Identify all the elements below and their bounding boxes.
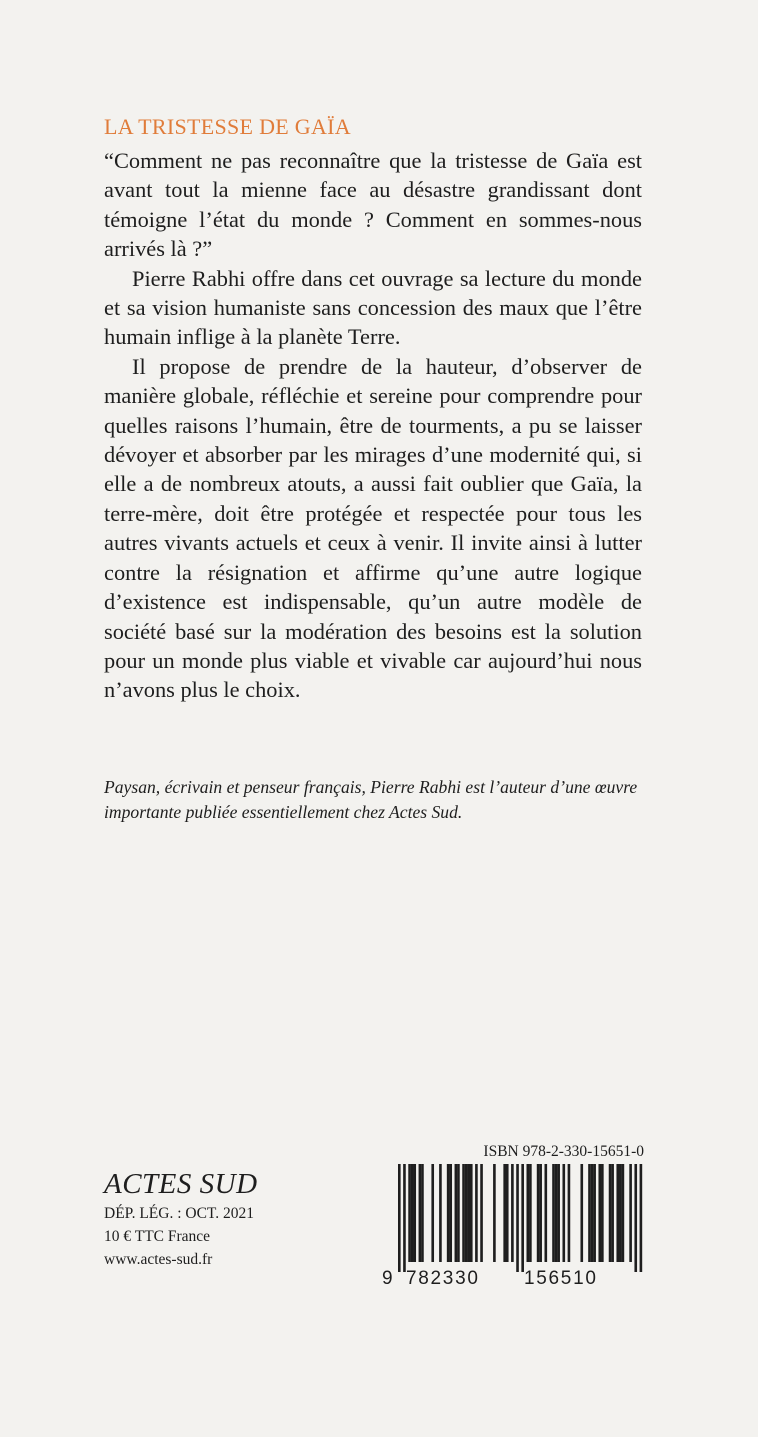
barcode-bar [591,1164,594,1262]
barcode-digits-right: 156510 [524,1268,598,1289]
barcode-bar [619,1164,622,1262]
barcode-guard-bar [640,1164,643,1272]
barcode-bar [609,1164,612,1262]
barcode-digits-left: 782330 [406,1268,480,1289]
barcode-bar [419,1164,422,1262]
barcode-icon [380,1164,646,1272]
price: 10 € TTC France [104,1228,211,1245]
barcode-bar [447,1164,450,1262]
barcode-bar [616,1164,619,1262]
blurb-paragraph: Pierre Rabhi offre dans cet ouvrage sa lecture du monde et sa vision humaniste sans concession des maux que l’être humain inflige à la planète Terre. [104,265,642,350]
barcode-bar [503,1164,506,1262]
barcode-bar [475,1164,478,1262]
blurb-paragraph: Il propose de prendre de la hauteur, d’observer de manière globale, réfléchie et sereine pour comprendre pour quelles raisons l’humain, être de tourments, a pu se laisser dévoyer et absorber par les mirages d’une modernité qui, si elle a de nombreux atouts, a aussi fait oublier que Gaïa, la terre-mère, doit être protégée et respectée pour tous les autres vivants actuels et ceux à venir. Il invite ainsi à lutter contre la résignation et affirme qu’une autre logique d’existence est indispensable, qu’un autre modèle de société basé sur la modération des besoins est la solution pour un monde plus viable et vivable car aujourd’hui nous n’avons plus le choix. [104,353,642,703]
blurb [104,146,642,705]
legal-deposit: DÉP. LÉG. : OCT. 2021 [104,1205,254,1222]
barcode-bar [557,1164,560,1262]
isbn-label: ISBN 978-2-330-15651-0 [483,1143,644,1160]
barcode-bar [562,1164,565,1262]
barcode-bar [462,1164,465,1262]
publisher-name: ACTES SUD [104,1168,258,1200]
barcode-bar [527,1164,530,1262]
barcode-bar [449,1164,452,1262]
barcode-bar [568,1164,571,1262]
barcode-bar [598,1164,601,1262]
barcode-bar [544,1164,547,1262]
barcode-bar [431,1164,434,1262]
barcode-bar [408,1164,411,1262]
barcode-guard-bar [516,1164,519,1272]
barcode-bar [580,1164,583,1262]
publisher-block [104,1166,364,1271]
barcode-bar [588,1164,591,1262]
barcode-guard-bar [403,1164,406,1272]
barcode-bar [465,1164,468,1262]
barcode-bar [601,1164,604,1262]
publisher-website[interactable]: www.actes-sud.fr [104,1251,213,1268]
barcode-digits [380,1266,646,1292]
barcode-bar [529,1164,532,1262]
barcode-bar [593,1164,596,1262]
barcode-bar [480,1164,483,1262]
barcode-guard-bar [398,1164,401,1272]
barcode-bar [506,1164,509,1262]
barcode-bar [552,1164,555,1262]
barcode-bar [457,1164,460,1262]
barcode-bar [421,1164,424,1262]
barcode-bar [622,1164,625,1262]
book-title: LA TRISTESSE DE GAÏA [104,114,351,139]
barcode-bar [411,1164,414,1262]
barcode-bar [467,1164,470,1262]
blurb-quote: “Comment ne pas reconnaître que la tristesse de Gaïa est avant tout la mienne face au désastre grandissant dont témoigne l’état du monde ? Comment en sommes-nous arrivés là ?” [104,148,642,262]
barcode-bar [439,1164,442,1262]
barcode-bar [511,1164,514,1262]
barcode-bar [493,1164,496,1262]
barcode-bar [539,1164,542,1262]
barcode-bar [413,1164,416,1262]
barcode-bar [537,1164,540,1262]
barcode-bar [611,1164,614,1262]
barcode-guard-bar [634,1164,637,1272]
author-bio: Paysan, écrivain et penseur français, Pierre Rabhi est l’auteur d’une œuvre importante publiée essentiellement chez Actes Sud. [104,777,638,822]
barcode-bar [455,1164,458,1262]
barcode-bar [555,1164,558,1262]
barcode-bar [629,1164,632,1262]
barcode-digit-first: 9 [382,1268,393,1289]
barcode-guard-bar [521,1164,524,1272]
barcode-bar [470,1164,473,1262]
